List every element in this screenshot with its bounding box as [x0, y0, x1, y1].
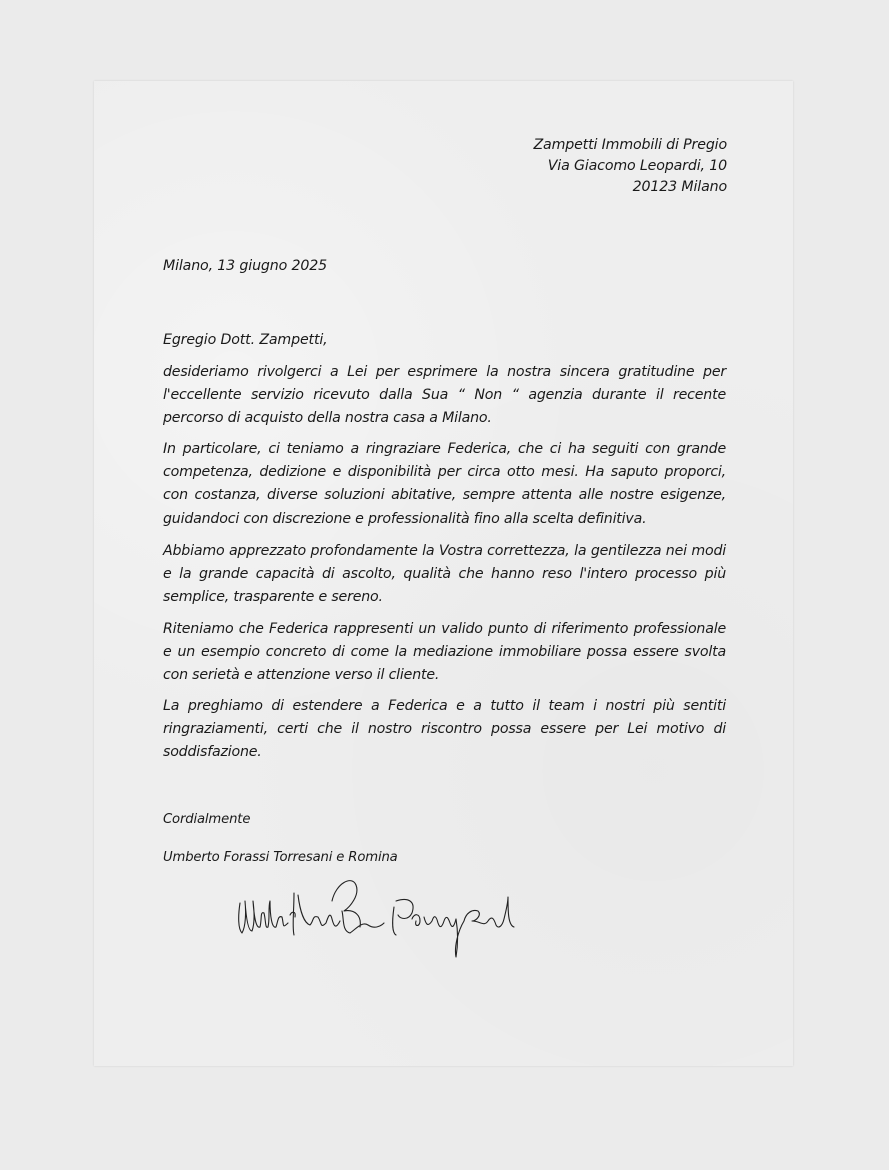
sender-address	[533, 135, 727, 198]
letter-paper	[94, 81, 793, 1066]
body-paragraph: Abbiamo apprezzato profondamente la Vostra correttezza, la gentilezza nei modi e la grande capacità di ascolto, qualità che hanno reso l'intero processo più semplice, trasparente e sereno.	[163, 543, 726, 606]
sender-street: Via Giacomo Leopardi, 10	[547, 158, 727, 174]
sender-city: 20123 Milano	[632, 179, 727, 195]
sender-name: Zampetti Immobili di Pregio	[533, 137, 727, 153]
body-paragraph: In particolare, ci teniamo a ringraziare Federica, che ci ha seguiti con grande competenza, dedizione e disponibilità per circa otto mesi. Ha saputo proporci, con costanza, diverse soluzioni abitative, sempre attenta alle nostre esigenze, guidandoci con discrezione e professionalità fino alla scelta definitiva.	[163, 441, 726, 527]
salutation: Egregio Dott. Zampetti,	[163, 332, 328, 348]
letter-date: Milano, 13 giugno 2025	[163, 258, 328, 274]
body-paragraph: La preghiamo di estendere a Federica e a tutto il team i nostri più sentiti ringraziamenti, certi che il nostro riscontro possa essere per Lei motivo di soddisfazione.	[163, 698, 726, 761]
body-paragraph: desideriamo rivolgerci a Lei per esprimere la nostra sincera gratitudine per l'eccellente servizio ricevuto dalla Sua “ Non “ agenzia durante il recente percorso di acquisto della nostra casa a Milano.	[163, 364, 726, 427]
body-paragraph: Riteniamo che Federica rappresenti un valido punto di riferimento professionale e un esempio concreto di come la mediazione immobiliare possa essere svolta con serietà e attenzione verso il cliente.	[163, 621, 726, 684]
closing: Cordialmente	[163, 812, 251, 827]
signer-name: Umberto Forassi Torresani e Romina	[163, 850, 398, 865]
handwritten-signature	[232, 871, 522, 971]
